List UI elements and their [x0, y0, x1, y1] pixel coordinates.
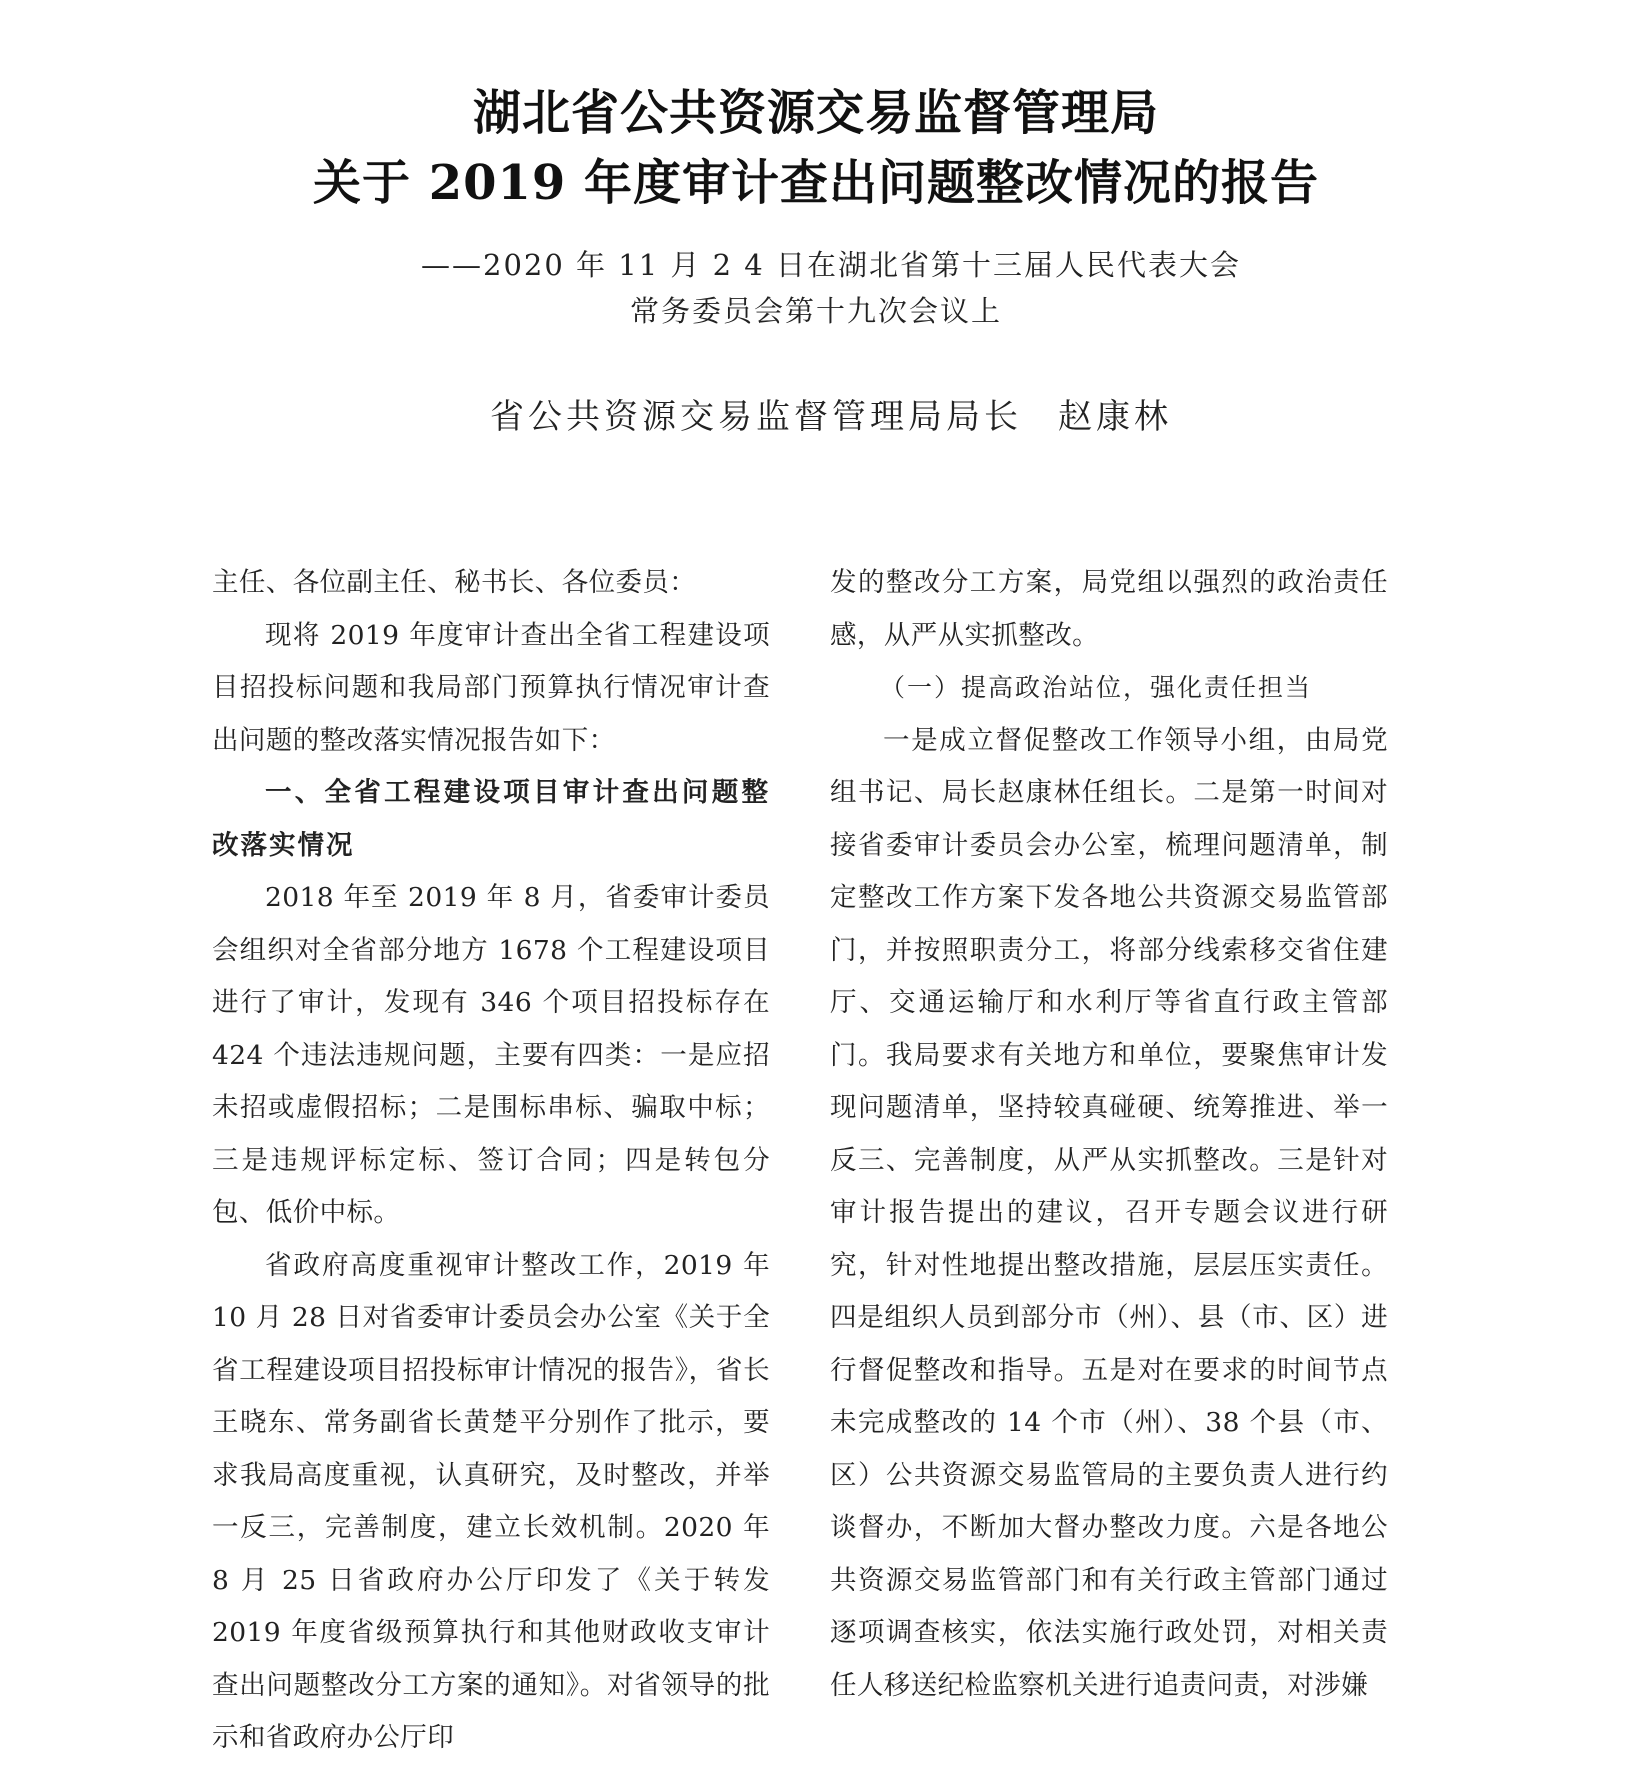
report-title-line1: 湖北省公共资源交易监督管理局: [472, 85, 1159, 141]
intro-paragraph: 现将 2019 年度审计查出全省工程建设项目招投标问题和我局部门预算执行情况审计查出问题的整改落实情况报告如下：: [212, 619, 770, 756]
report-subtitle: [0, 242, 1632, 334]
report-author: [0, 392, 1632, 442]
body-paragraph: 一是成立督促整改工作领导小组，由局党组书记、局长赵康林任组长。二是第一时间对接省委审计委员会办公室，梳理问题清单，制定整改工作方案下发各地公共资源交易监管部门，并按照职责分工，将部分线索移交省住建厅、交通运输厅和水利厅等省直行政主管部门。我局要求有关地方和单位，要聚焦审计发现问题清单，坚持较真碰硬、统筹推进、举一反三、完善制度，从严从实抓整改。三是针对审计报告提出的建议，召开专题会议进行研究，针对性地提出整改措施，层层压实责任。四是组织人员到部分市（州）、县（市、区）进行督促整改和指导。五是对在要求的时间节点未完成整改的 14 个市（州）、38 个县（市、区）公共资源交易监管局的主要负责人进行约谈督办，不断加大督办整改力度。六是各地公共资源交易监管部门和有关行政主管部门通过逐项调查核实，依法实施行政处罚，对相关责任人移送纪检监察机关进行追责问责，对涉嫌: [830, 724, 1388, 1701]
author-position: 省公共资源交易监督管理局局长: [490, 397, 1022, 437]
right-column: [830, 557, 1388, 1712]
report-subtitle-line1: ——2020 年 11 月 2 4 日在湖北省第十三届人民代表大会: [421, 248, 1241, 282]
body-paragraph: 省政府高度重视审计整改工作，2019 年 10 月 28 日对省委审计委员会办公室《关于全省工程建设项目招投标审计情况的报告》，省长王晓东、常务副省长黄楚平分别作了批示，要求我局高度重视，认真研究，及时整改，并举一反三，完善制度，建立长效机制。2020 年 8 月 25 日省政府办公厅印发了《关于转发 2019 年度省级预算执行和其他财政收支审计查出问题整改分工方案的通知》。对省领导的批示和省政府办公厅印: [212, 1249, 770, 1753]
report-title: [0, 78, 1632, 218]
report-subtitle-line2: 常务委员会第十九次会议上: [629, 294, 1002, 328]
left-column: [212, 557, 770, 1765]
subsection-heading-1: （一）提高政治站位，强化责任担当: [880, 673, 1313, 702]
body-paragraph: 2018 年至 2019 年 8 月，省委审计委员会组织对全省部分地方 1678 个工程建设项目进行了审计，发现有 346 个项目招投标存在 424 个违法违规问题，主要有四类：一是应招未招或虚假招标；二是围标串标、骗取中标；三是违规评标定标、签订合同；四是转包分包、低价中标。: [212, 882, 770, 1228]
salutation: 主任、各位副主任、秘书长、各位委员：: [212, 567, 697, 598]
section-heading-1: 一、全省工程建设项目审计查出问题整改落实情况: [212, 777, 770, 861]
report-title-line2: 关于 2019 年度审计查出问题整改情况的报告: [312, 155, 1320, 211]
body-paragraph-continued: 发的整改分工方案，局党组以强烈的政治责任感，从严从实抓整改。: [830, 567, 1388, 651]
author-name: 赵康林: [1058, 397, 1172, 437]
